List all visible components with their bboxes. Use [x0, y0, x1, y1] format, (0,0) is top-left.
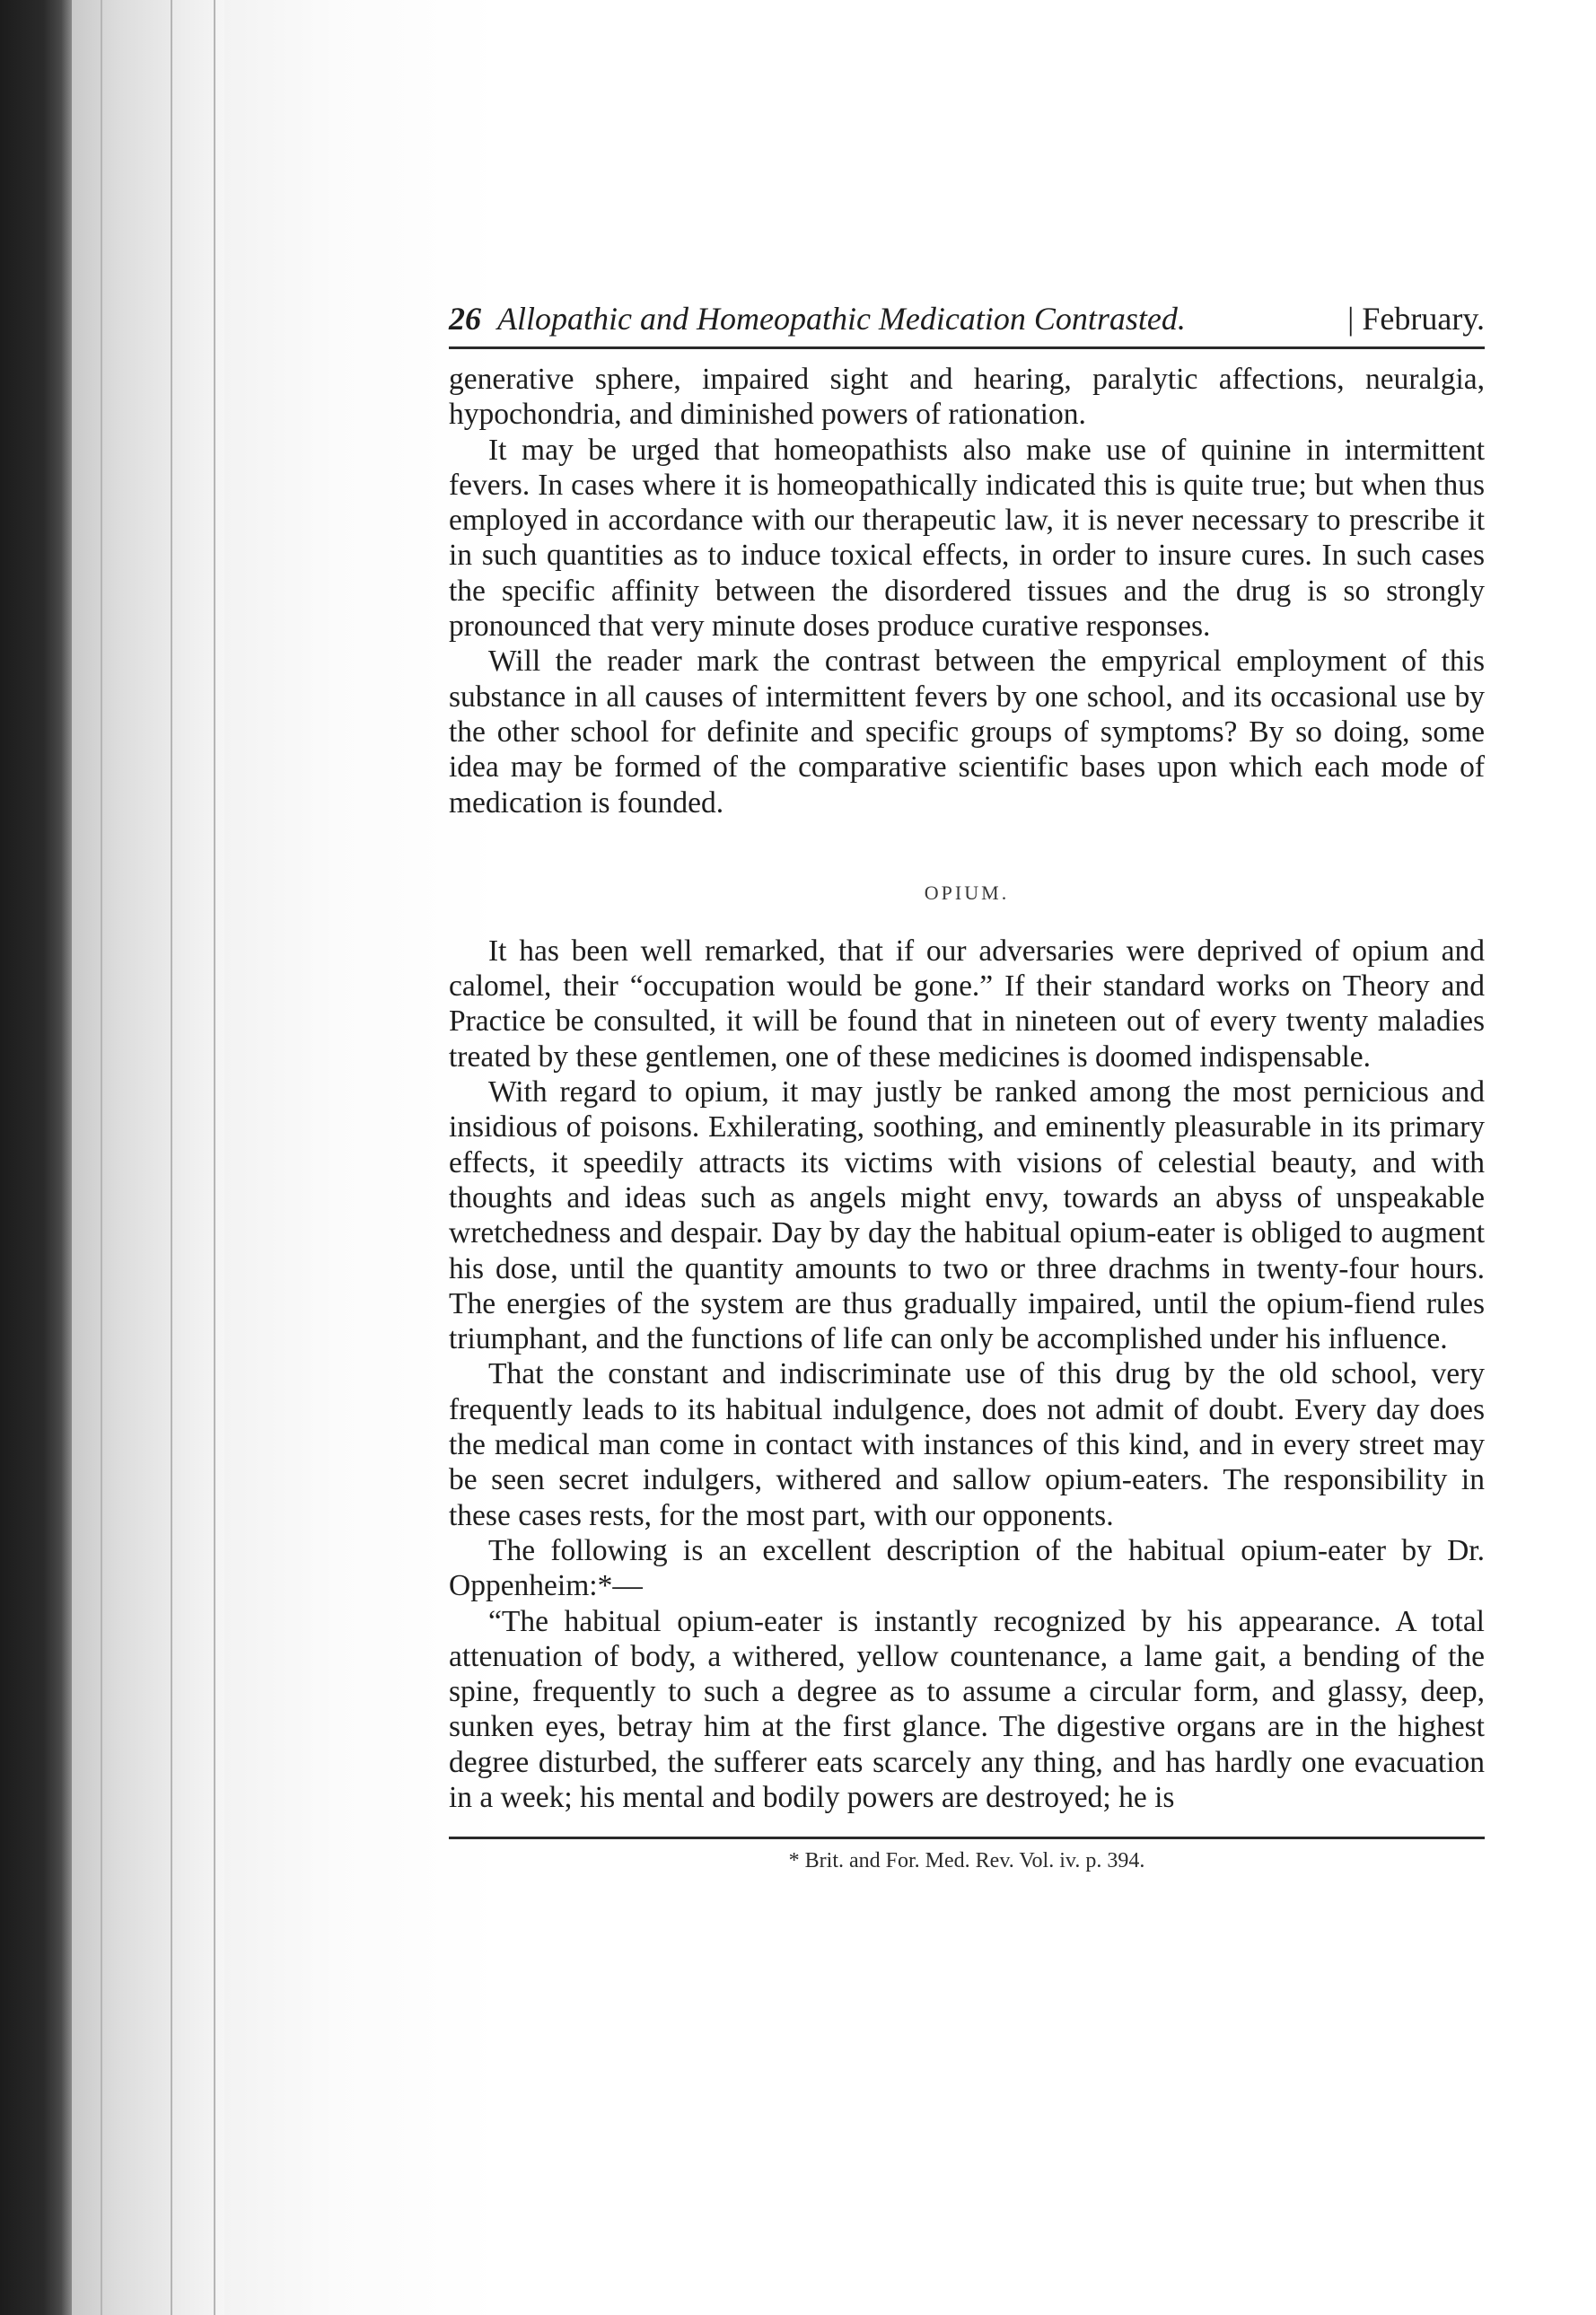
book-gutter: [72, 0, 224, 2315]
page-number: 26: [449, 301, 481, 337]
gutter-line: [101, 0, 102, 2315]
paragraph-contrast: Will the reader mark the contrast between the empyrical employment of this substance in all causes of intermittent fevers by one school, and its occasional use by the other school for definite and specific groups of symptoms? By so doing, some idea may be formed of the comparative scientific bases upon which each mode of medication is founded.: [449, 645, 1485, 820]
page-content: [449, 298, 1485, 1875]
gutter-line: [171, 0, 172, 2315]
running-header: [449, 298, 1485, 349]
paragraph-quinine: It may be urged that homeopathists also make use of quinine in intermittent fevers. In cases where it is homeopathically indicated this is quite true; but when thus employed in accordance with our therapeutic law, it is never necessary to prescribe it in such quantities as to induce toxical effects, in order to insure cures. In such cases the specific affinity between the disordered tissues and the drug is so strongly pronounced that very minute doses produce curative responses.: [449, 433, 1485, 644]
paragraph-opium-indulgence: That the constant and indiscriminate use of this drug by the old school, very frequently leads to its habitual indulgence, does not admit of doubt. Every day does the medical man come in contact with instances of this kind, and in every street may be seen secret indulgers, withered and sallow opium-eaters. The responsibility in these cases rests, for the most part, with our opponents.: [449, 1357, 1485, 1532]
section-title: OPIUM.: [924, 881, 1010, 904]
scanner-edge: [0, 0, 72, 2315]
paragraph-continued: generative sphere, impaired sight and hearing, paralytic affections, neuralgia, hypochondria, and diminished powers of rationation.: [449, 363, 1485, 432]
header-month: | February.: [1347, 301, 1485, 337]
paragraph-oppenheim-quote: “The habitual opium-eater is instantly recognized by his appearance. A total attenuation of body, a withered, yellow countenance, a lame gait, a bending of the spine, frequently to such a degree as to assume a circular form, and glassy, deep, sunken eyes, betray him at the first glance. The digestive organs are in the highest degree disturbed, the sufferer eats scarcely any thing, and has hardly one evacuation in a week; his mental and bodily powers are destroyed; he is: [449, 1604, 1485, 1814]
footnote: * Brit. and For. Med. Rev. Vol. iv. p. 394.: [449, 1837, 1485, 1875]
paragraph-oppenheim-intro: The following is an excellent description of the habitual opium-eater by Dr. Oppenheim:*—: [449, 1533, 1485, 1603]
running-title: Allopathic and Homeopathic Medication Contrasted.: [497, 301, 1186, 337]
paragraph-opium-poison: With regard to opium, it may justly be ranked among the most pernicious and insidious of poisons. Exhilerating, soothing, and eminently pleasurable in its primary effects, it speedily attracts its victims with visions of celestial beauty, and with thoughts and ideas such as angels might envy, towards an abyss of unspeakable wretchedness and despair. Day by day the habitual opium-eater is obliged to augment his dose, until the quantity amounts to two or three drachms in twenty-four hours. The energies of the system are thus gradually impaired, until the opium-fiend rules triumphant, and the functions of life can only be accomplished under his influence.: [449, 1075, 1485, 1356]
gutter-line: [214, 0, 215, 2315]
paragraph-opium-intro: It has been well remarked, that if our adversaries were deprived of opium and calomel, their “occupation would be gone.” If their standard works on Theory and Practice be consulted, it will be found that in nineteen out of every twenty maladies treated by these gentlemen, one of these medicines is doomed indispensable.: [449, 934, 1485, 1074]
